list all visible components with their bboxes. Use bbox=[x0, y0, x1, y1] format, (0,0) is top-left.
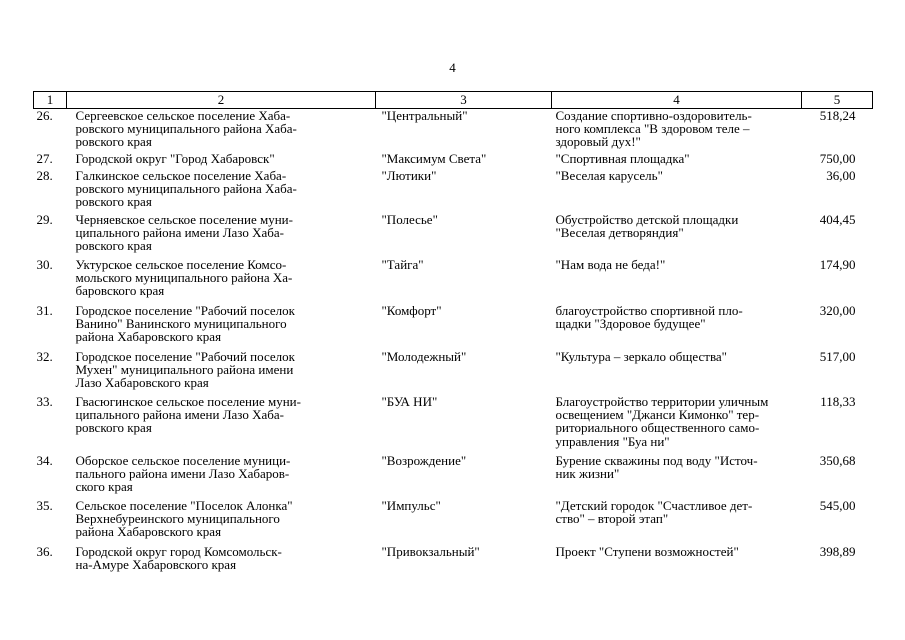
project-name-text: "Культура – зеркало общества" bbox=[555, 349, 727, 364]
project-name-text: "Нам вода не беда!" bbox=[555, 257, 666, 272]
organization-name: "Молодежный" bbox=[381, 349, 467, 364]
column-header-1: 1 bbox=[34, 92, 67, 109]
municipality-name bbox=[67, 545, 376, 575]
municipality-name bbox=[67, 213, 376, 258]
organization-name: "Лютики" bbox=[381, 168, 437, 183]
row-number: 34. bbox=[36, 453, 53, 468]
municipality-name bbox=[67, 152, 376, 169]
table-row bbox=[34, 499, 873, 545]
row-number: 27. bbox=[36, 151, 53, 166]
table-row bbox=[34, 395, 873, 454]
grant-amount: 517,00 bbox=[819, 349, 856, 364]
row-number: 36. bbox=[36, 544, 53, 559]
row-number: 32. bbox=[36, 349, 53, 364]
table-header bbox=[34, 92, 873, 109]
table-row bbox=[34, 152, 873, 169]
project-name-text: Благоустройство территории уличным освещением "Джанси Кимонко" тер- риториального общественного само- управления "Буа ни" bbox=[555, 394, 769, 449]
municipality-name-text: Городской округ город Комсомольск- на-Амуре Хабаровского края bbox=[75, 544, 282, 573]
organization-name: "Центральный" bbox=[381, 108, 468, 123]
row-number: 28. bbox=[36, 168, 53, 183]
project-name bbox=[552, 109, 802, 153]
project-name bbox=[552, 499, 802, 545]
project-name-text: Создание спортивно-оздоровитель- ного комплекса "В здоровом теле – здоровый дух!" bbox=[555, 108, 752, 150]
project-name-text: "Детский городок "Счастливое дет- ство" – второй этап" bbox=[555, 498, 753, 527]
municipality-name bbox=[67, 109, 376, 153]
table-row bbox=[34, 258, 873, 304]
organization-name: "Возрождение" bbox=[381, 453, 467, 468]
column-header-4: 4 bbox=[552, 92, 802, 109]
grant-amount: 750,00 bbox=[819, 151, 856, 166]
project-name bbox=[552, 152, 802, 169]
page-number: 4 bbox=[449, 60, 456, 75]
project-name bbox=[552, 350, 802, 395]
grant-amount: 350,68 bbox=[819, 453, 856, 468]
organization-name: "Комфорт" bbox=[381, 303, 442, 318]
grant-amount: 545,00 bbox=[819, 498, 856, 513]
organization-name: "Полесье" bbox=[381, 212, 438, 227]
grant-amount: 36,00 bbox=[826, 168, 856, 183]
municipality-name-text: Оборское сельское поселение муници- пального района имени Лазо Хабаров- ского края bbox=[75, 453, 291, 495]
project-name bbox=[552, 454, 802, 499]
row-number: 33. bbox=[36, 394, 53, 409]
project-name-text: Бурение скважины под воду "Источ- ник жизни" bbox=[555, 453, 758, 482]
project-name bbox=[552, 169, 802, 213]
grant-amount: 118,33 bbox=[820, 394, 856, 409]
municipality-name bbox=[67, 454, 376, 499]
project-name bbox=[552, 304, 802, 350]
column-header-5: 5 bbox=[802, 92, 873, 109]
grant-amount: 404,45 bbox=[819, 212, 856, 227]
grant-amount: 174,90 bbox=[819, 257, 856, 272]
project-name bbox=[552, 213, 802, 258]
column-header-2: 2 bbox=[67, 92, 376, 109]
table-row bbox=[34, 350, 873, 395]
grant-amount: 320,00 bbox=[819, 303, 856, 318]
municipality-name bbox=[67, 304, 376, 350]
row-number: 35. bbox=[36, 498, 53, 513]
municipality-name-text: Уктурское сельское поселение Комсо- мольского муниципального района Ха- баровского края bbox=[75, 257, 293, 299]
row-number: 26. bbox=[36, 108, 53, 123]
table-row bbox=[34, 454, 873, 499]
organization-name: "Импульс" bbox=[381, 498, 441, 513]
project-name-text: Проект "Ступени возможностей" bbox=[555, 544, 739, 559]
municipality-name-text: Городской округ "Город Хабаровск" bbox=[75, 151, 275, 166]
project-name-text: "Спортивная площадка" bbox=[555, 151, 690, 166]
project-name-text: "Веселая карусель" bbox=[555, 168, 663, 183]
municipality-name-text: Черняевское сельское поселение муни- ципального района имени Лазо Хаба- ровского края bbox=[75, 212, 293, 254]
municipality-name-text: Гвасюгинское сельское поселение муни- ципального района имени Лазо Хаба- ровского края bbox=[75, 394, 301, 436]
table-row bbox=[34, 213, 873, 258]
organization-name: "Тайга" bbox=[381, 257, 424, 272]
grant-amount: 518,24 bbox=[819, 108, 856, 123]
project-name bbox=[552, 545, 802, 575]
municipality-name-text: Сельское поселение "Поселок Алонка" Верхнебуреинского муниципального района Хабаровского края bbox=[75, 498, 293, 540]
table-row bbox=[34, 109, 873, 153]
row-number: 30. bbox=[36, 257, 53, 272]
municipality-name bbox=[67, 395, 376, 454]
table-row bbox=[34, 169, 873, 213]
municipality-name-text: Городское поселение "Рабочий поселок Мухен" муниципального района имени Лазо Хабаровского края bbox=[75, 349, 295, 391]
table-row bbox=[34, 304, 873, 350]
grants-table bbox=[33, 91, 873, 575]
municipality-name bbox=[67, 258, 376, 304]
organization-name: "Привокзальный" bbox=[381, 544, 480, 559]
grant-amount: 398,89 bbox=[819, 544, 856, 559]
column-header-3: 3 bbox=[376, 92, 552, 109]
project-name-text: Обустройство детской площадки "Веселая детворяндия" bbox=[555, 212, 739, 241]
organization-name: "БУА НИ" bbox=[381, 394, 438, 409]
table-row bbox=[34, 545, 873, 575]
project-name-text: благоустройство спортивной пло- щадки "Здоровое будущее" bbox=[555, 303, 743, 332]
project-name bbox=[552, 258, 802, 304]
table-body bbox=[34, 109, 873, 576]
municipality-name bbox=[67, 169, 376, 213]
row-number: 31. bbox=[36, 303, 53, 318]
municipality-name bbox=[67, 350, 376, 395]
project-name bbox=[552, 395, 802, 454]
municipality-name-text: Городское поселение "Рабочий поселок Ванино" Ванинского муниципального района Хабаровского края bbox=[75, 303, 295, 345]
organization-name: "Максимум Света" bbox=[381, 151, 487, 166]
row-number: 29. bbox=[36, 212, 53, 227]
municipality-name-text: Сергеевское сельское поселение Хаба- ровского муниципального района Хаба- ровского края bbox=[75, 108, 297, 150]
municipality-name-text: Галкинское сельское поселение Хаба- ровского муниципального района Хаба- ровского края bbox=[75, 168, 297, 210]
municipality-name bbox=[67, 499, 376, 545]
